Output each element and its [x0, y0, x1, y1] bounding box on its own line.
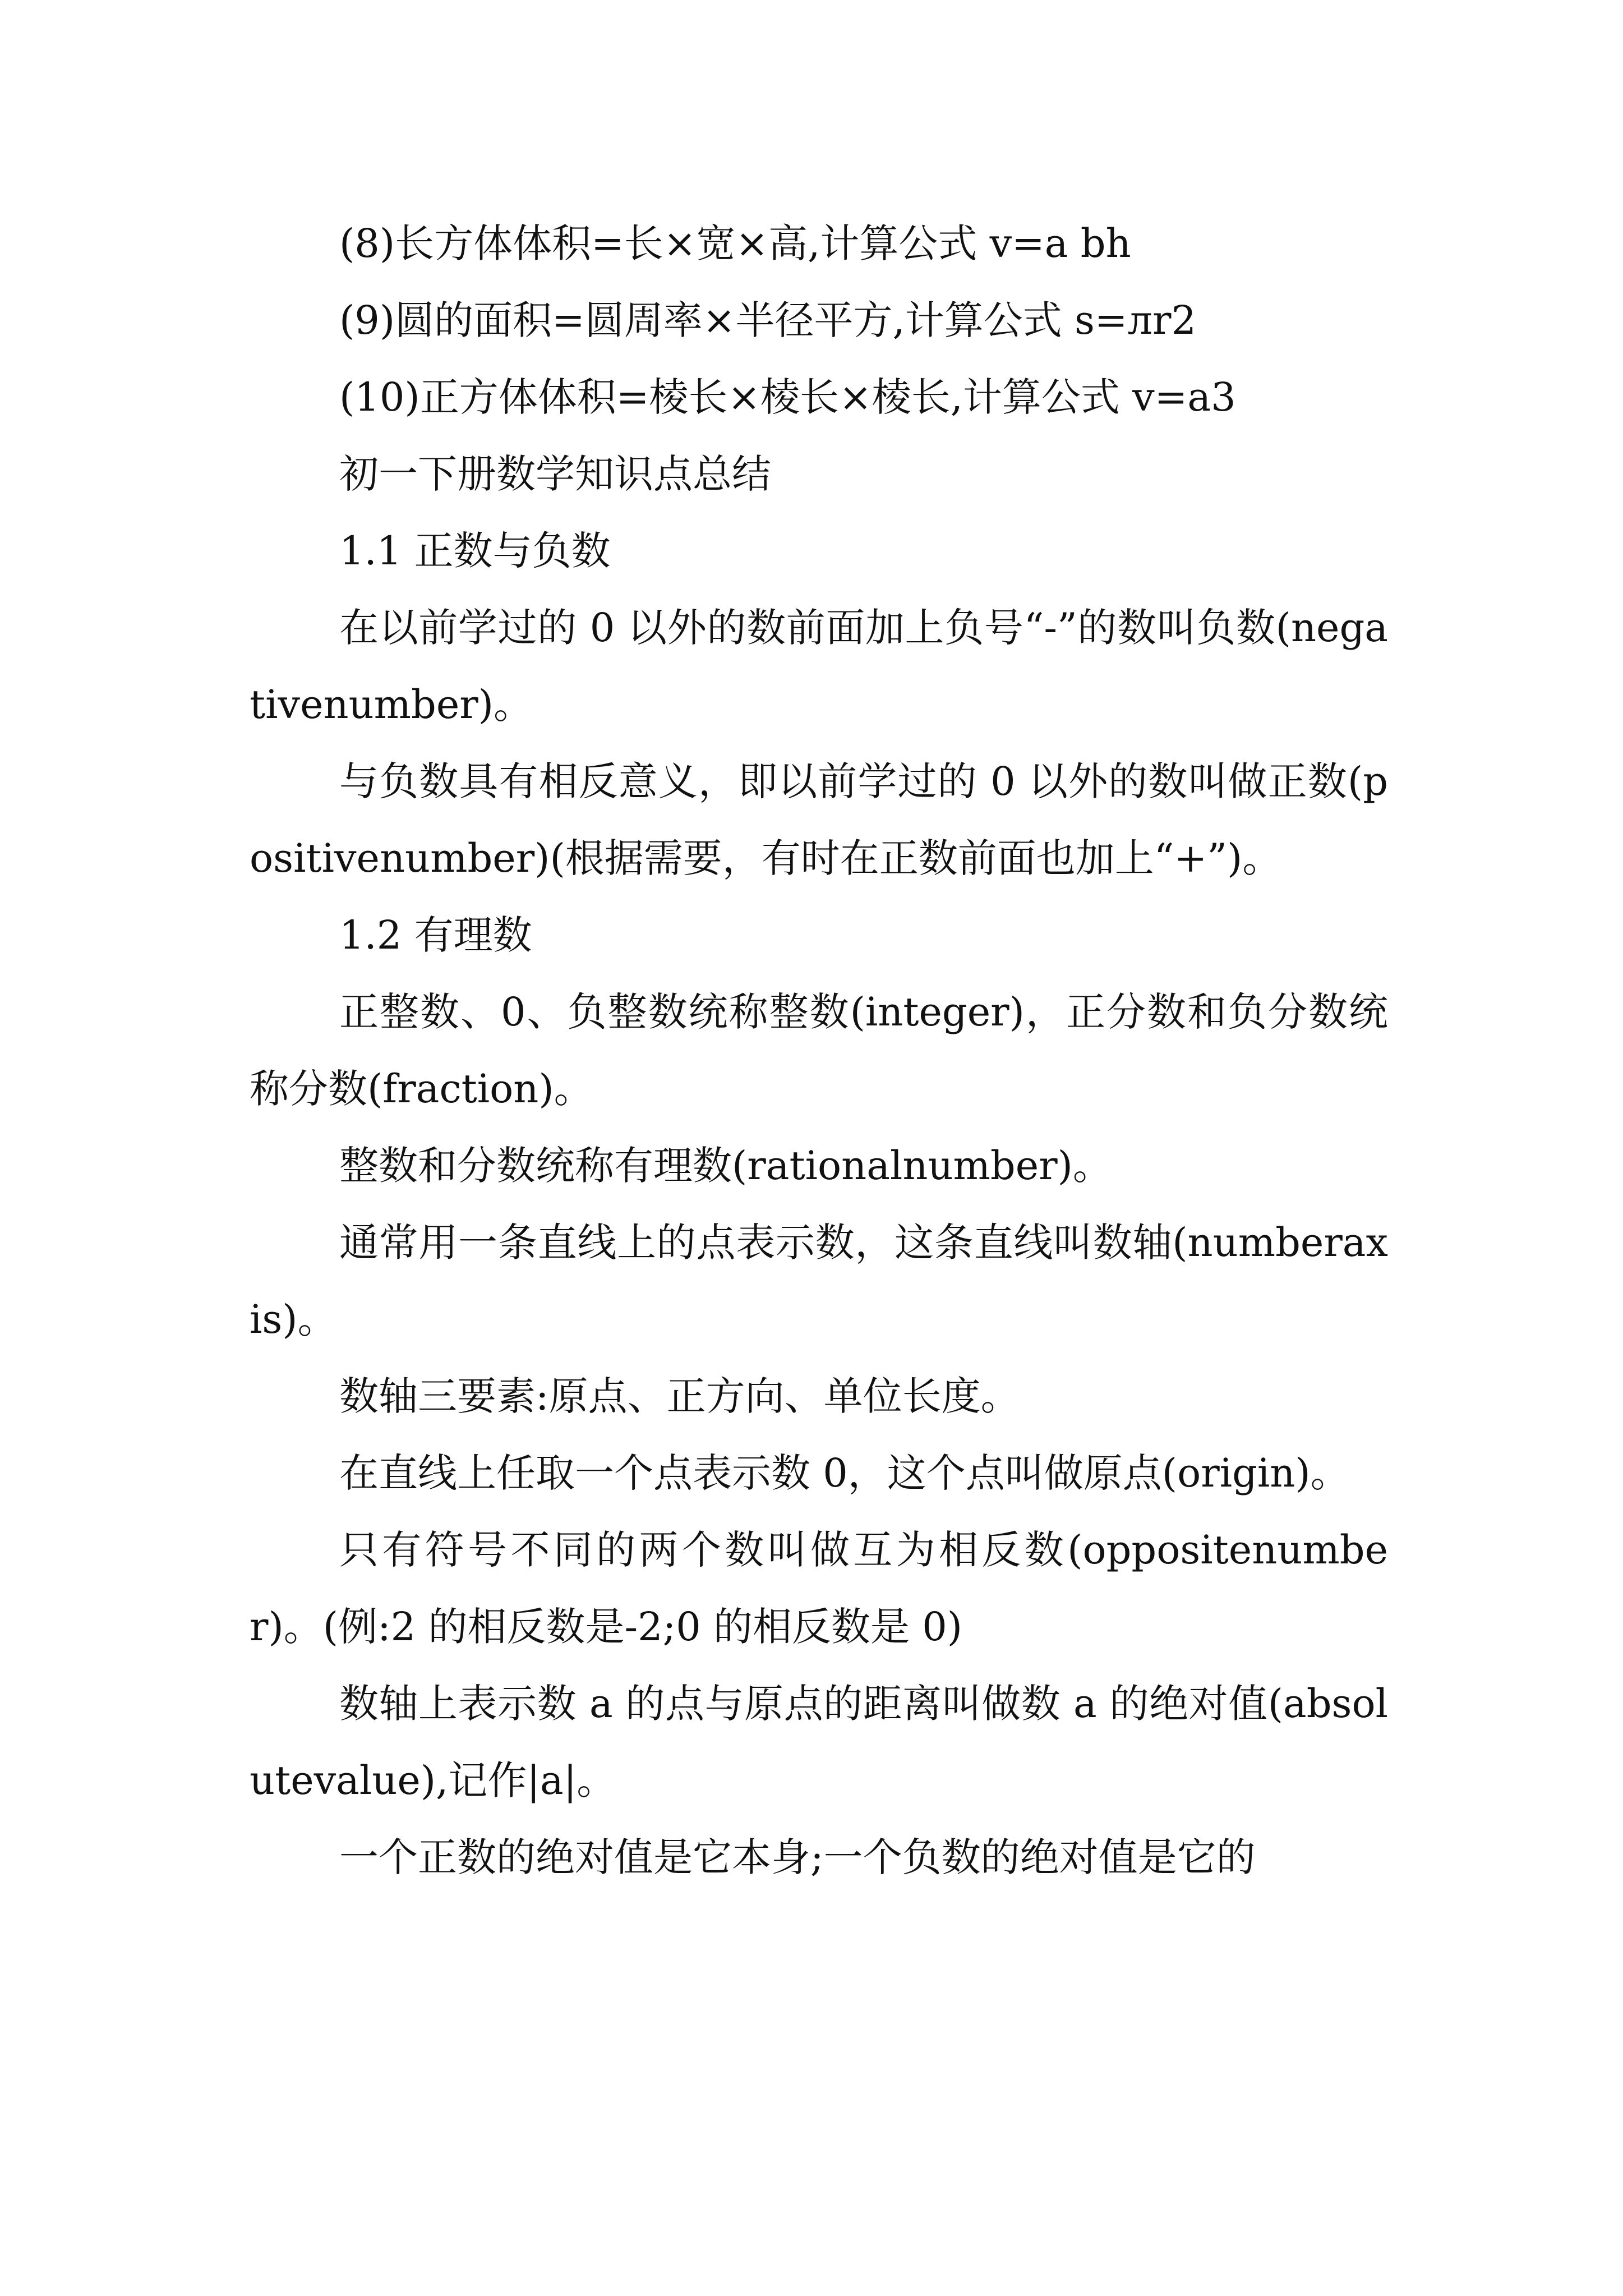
paragraph-axis-elements: 数轴三要素:原点、正方向、单位长度。: [339, 1373, 1020, 1419]
document-body: [250, 205, 1388, 1896]
paragraph-absolute-value-rule: 一个正数的绝对值是它本身;一个负数的绝对值是它的: [339, 1834, 1256, 1880]
subsection-heading-1-2: 1.2 有理数: [339, 912, 532, 958]
formula-cube-volume: (10)正方体体积=棱长×棱长×棱长,计算公式 v=a3: [339, 374, 1236, 420]
paragraph-integer-fraction: 正整数、0、负整数统称整数(integer)，正分数和负分数统称分数(fraction)。: [250, 989, 1388, 1112]
subsection-heading-1-1: 1.1 正数与负数: [339, 528, 611, 574]
formula-cuboid-volume: (8)长方体体积=长×宽×高,计算公式 v=a bh: [339, 220, 1131, 266]
section-title: 初一下册数学知识点总结: [339, 451, 771, 497]
paragraph-negative-number: 在以前学过的 0 以外的数前面加上负号“-”的数叫负数(negativenumber)。: [250, 605, 1388, 728]
paragraph-opposite-number: 只有符号不同的两个数叫做互为相反数(oppositenumber)。(例:2 的相反数是-2;0 的相反数是 0): [250, 1527, 1388, 1650]
paragraph-positive-number: 与负数具有相反意义，即以前学过的 0 以外的数叫做正数(positivenumber)(根据需要，有时在正数前面也加上“+”)。: [250, 758, 1388, 881]
formula-circle-area: (9)圆的面积=圆周率×半径平方,计算公式 s=лr2: [339, 297, 1197, 343]
paragraph-origin: 在直线上任取一个点表示数 0，这个点叫做原点(origin)。: [339, 1450, 1350, 1496]
paragraph-absolute-value: 数轴上表示数 a 的点与原点的距离叫做数 a 的绝对值(absolutevalue),记作|a|。: [250, 1681, 1388, 1803]
paragraph-rational-number: 整数和分数统称有理数(rationalnumber)。: [339, 1143, 1112, 1189]
paragraph-number-axis: 通常用一条直线上的点表示数，这条直线叫数轴(numberaxis)。: [250, 1220, 1388, 1342]
